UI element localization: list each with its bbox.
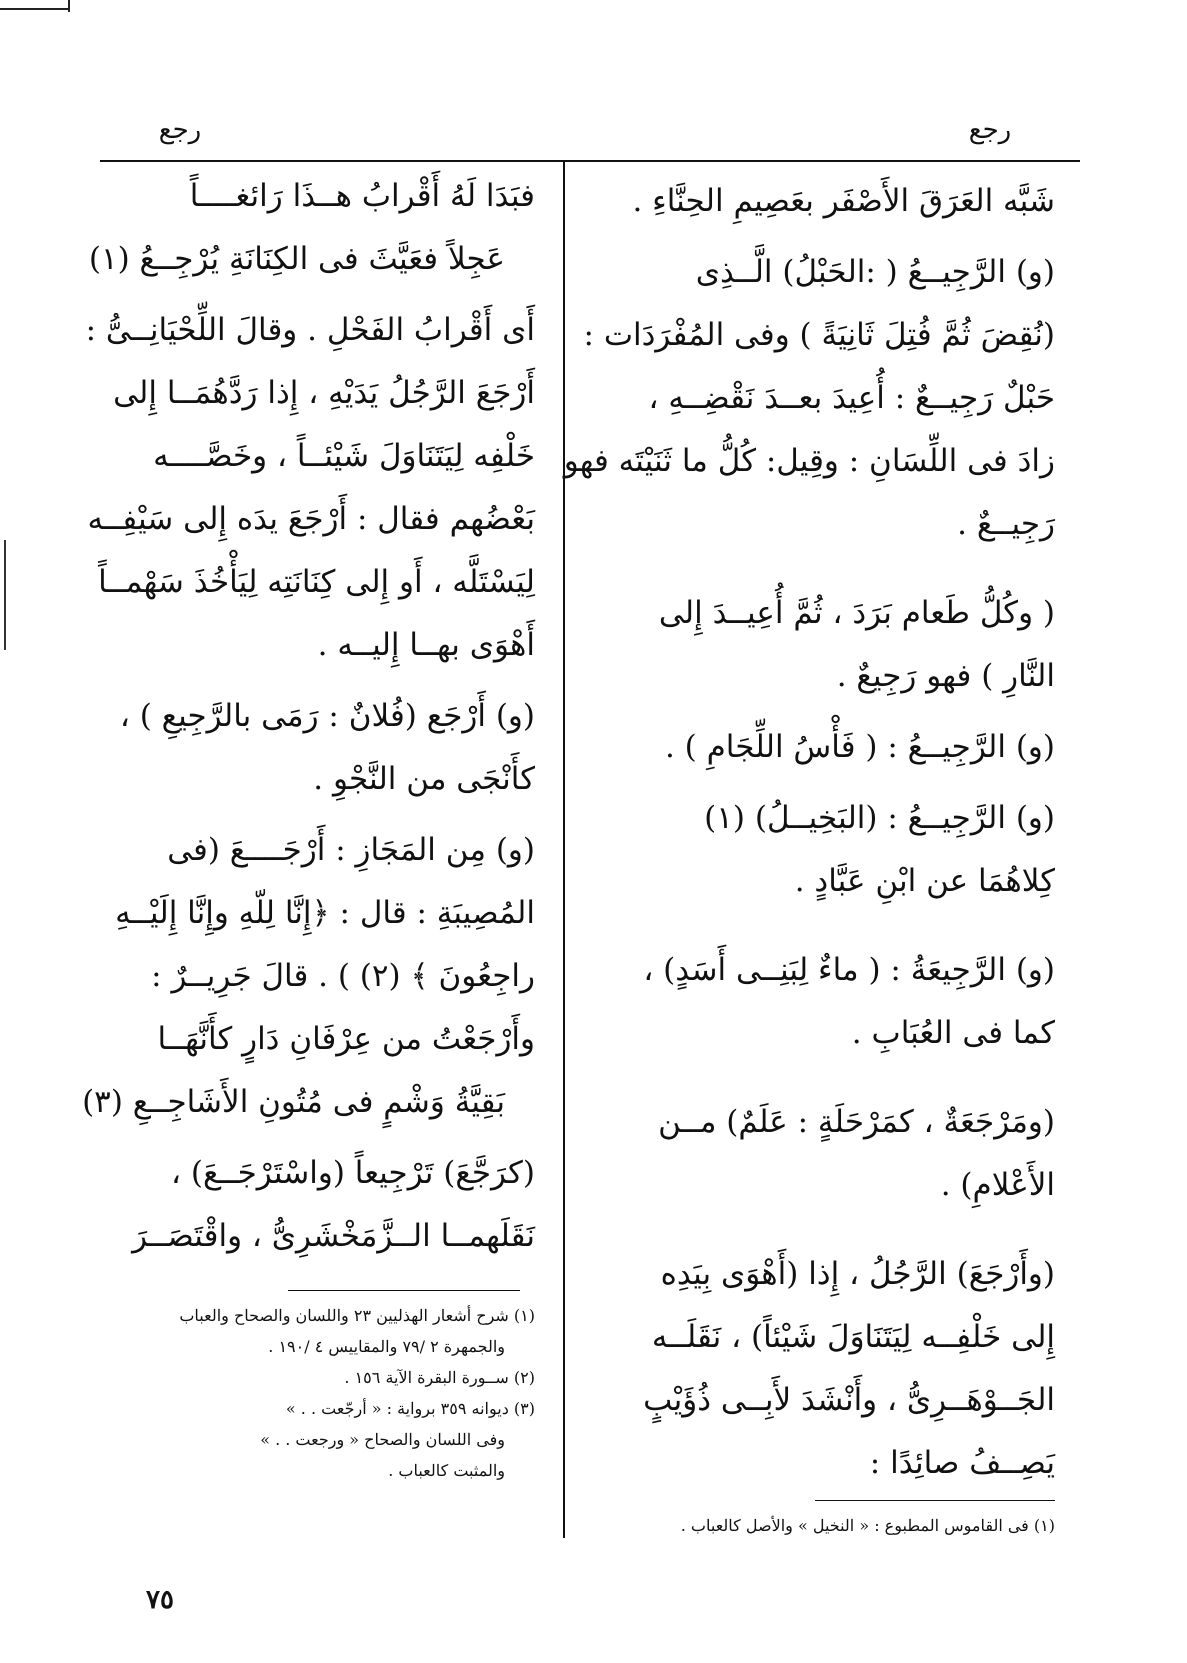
footnote-line: (٣) ديوانه ٣٥٩ برواية : « أرجّعت . . » xyxy=(285,1399,535,1418)
footnotes-right xyxy=(580,1510,1055,1541)
text-line: الجَــوْهَــرِىُّ ، وأَنْشَدَ لأَبِــى ذُؤَيْبٍ xyxy=(643,1382,1055,1418)
text-line: (وأَرْجَعَ) الرَّجُلُ ، إِذا (أَهْوَى بِيَدِه xyxy=(660,1256,1055,1292)
text-line: زادَ فى اللِّسَانِ : وقِيل: كُلُّ ما ثَنَيْتَه فهو xyxy=(563,443,1055,479)
text-line: الأَعْلامِ) . xyxy=(940,1167,1055,1203)
text-line: أَرْجَعَ الرَّجُلُ يَدَيْهِ ، إِذا رَدَّهُمَــا إِلى xyxy=(113,375,535,411)
text-line: لِيَسْتَلَّه ، أَو إِلى كِنَانَتِه لِيَأْخُذَ سَهْمــاً xyxy=(98,564,535,600)
text-line: أَهْوَى بهــا إِليــه . xyxy=(317,627,535,663)
footnote-line: وفى اللسان والصحاح « ورجعت . . » xyxy=(260,1430,505,1449)
text-line: كِلاهُمَا عن ابْنِ عَبَّادٍ . xyxy=(794,863,1055,899)
footnote-line: (٢) ســورة البقرة الآية ١٥٦ . xyxy=(344,1368,535,1387)
footnote-rule-left xyxy=(288,1290,520,1291)
text-line: ( وكُلُّ طَعام بَرَدَ ، ثُمَّ أُعِيــدَ إِلى xyxy=(658,595,1055,631)
text-line: أَى أَقْرابُ الفَحْلِ . وقالَ اللِّحْيَانِــىُّ : xyxy=(85,312,535,348)
footnote-line: (١) شرح أشعار الهذليين ٢٣ واللسان والصحاح والعباب xyxy=(179,1306,535,1325)
text-line: يَصِــفُ صائِدًا : xyxy=(869,1445,1055,1481)
text-line: (ومَرْجَعَةٌ ، كمَرْحَلَةٍ : عَلَمٌ) مــن xyxy=(658,1104,1055,1140)
text-line: كما فى العُبَابِ . xyxy=(851,1015,1055,1051)
text-line: إِلى خَلْفِــه لِيَتَنَاوَلَ شَيْئاً) ، نَقَلَــه xyxy=(651,1319,1055,1355)
text-line: كأَنْجَى من النَّجْوِ . xyxy=(313,761,535,797)
corner-crop-tick xyxy=(68,0,70,12)
column-divider xyxy=(563,160,565,1538)
text-line: (و) الرَّجِيعَةُ : ( ماءٌ لِبَنِــى أَسَدٍ) ، xyxy=(643,952,1055,988)
text-line: (كرَجَّعَ) تَرْجِيعاً (واسْتَرْجَــعَ) ، xyxy=(171,1155,535,1191)
footnotes-left xyxy=(95,1300,535,1486)
verse-line: وأَرْجَعْتُ من عِرْفَانِ دَارٍ كأَنَّهَــا xyxy=(157,1021,535,1057)
scan-edge-mark xyxy=(4,540,6,650)
footnote-rule-right xyxy=(815,1500,1055,1501)
footnote-line: والجمهرة ٢ /٧٩ والمقاييس ٤ /١٩٠ . xyxy=(268,1337,505,1356)
text-line: بَعْضُهم فقال : أَرْجَعَ يدَه إِلى سَيْفِــه xyxy=(87,501,535,537)
text-line: خَلْفِه لِيَتَنَاوَلَ شَيْئــاً ، وخَصَّــــه xyxy=(153,438,535,474)
verse-line: بَقِيَّةُ وَشْمٍ فى مُتُونِ الأَشَاجِــعِ (٣) xyxy=(82,1084,505,1120)
verse-line: فبَدَا لَهُ أَقْرابُ هــذَا رَائغــــاً xyxy=(189,178,535,214)
footnote-line: (١) فى القاموس المطبوع : « النخيل » والأصل كالعباب . xyxy=(680,1516,1055,1535)
header-rule xyxy=(100,160,1080,162)
text-line: رَجِيــعٌ . xyxy=(957,506,1055,542)
verse-line: عَجِلاً فعَيَّثَ فى الكِنَانَةِ يُرْجِــعُ (١) xyxy=(88,241,505,277)
footnote-line: والمثبت كالعباب . xyxy=(388,1461,505,1480)
page-number: ٧٥ xyxy=(146,1585,174,1615)
text-line: (و) الرَّجِيــعُ : ( فَأْسُ اللِّجَامِ ) . xyxy=(664,729,1055,765)
left-column xyxy=(82,165,535,1268)
text-line: (و) الرَّجِيــعُ : (البَخِيــلُ) (١) xyxy=(704,800,1055,836)
text-line: النَّارِ ) فهو رَجِيعٌ . xyxy=(836,658,1055,694)
text-line: المُصِيبَةِ : قال : ﴿إِنَّا لِلّهِ وإِنَّا إِلَيْــهِ xyxy=(115,895,535,931)
corner-crop-mark xyxy=(0,8,70,10)
text-line: (و) مِن المَجَازِ : أَرْجَــــعَ (فى xyxy=(167,832,535,868)
running-header-right: رجع xyxy=(968,115,1012,145)
running-header-left: رجع xyxy=(158,115,202,145)
text-line: (نُقِضَ ثُمَّ فُتِلَ ثَانِيَةً ) وفى المُفْرَدَات : xyxy=(583,317,1055,353)
text-line: راجِعُونَ ﴾ (٢) ) . قالَ جَرِيــرٌ : xyxy=(151,958,535,994)
text-line: (و) أَرْجَع (فُلانٌ : رَمَى بالرَّجِيعِ ) ، xyxy=(119,698,535,734)
text-line: (و) الرَّجِيــعُ ( :الحَبْلُ) الَّــذِى xyxy=(695,254,1055,290)
text-line: حَبْلٌ رَجِيــعٌ : أُعِيدَ بعــدَ نَقْضِــهِ ، xyxy=(648,380,1055,416)
right-column xyxy=(563,170,1055,1495)
text-line: شَبَّه العَرَقَ الأَصْفَر بعَصِيمِ الحِنَّاءِ . xyxy=(632,183,1055,219)
text-line: نَقَلَهمــا الــزَّمَخْشَرِىُّ ، واقْتَصَــرَ xyxy=(132,1218,535,1254)
